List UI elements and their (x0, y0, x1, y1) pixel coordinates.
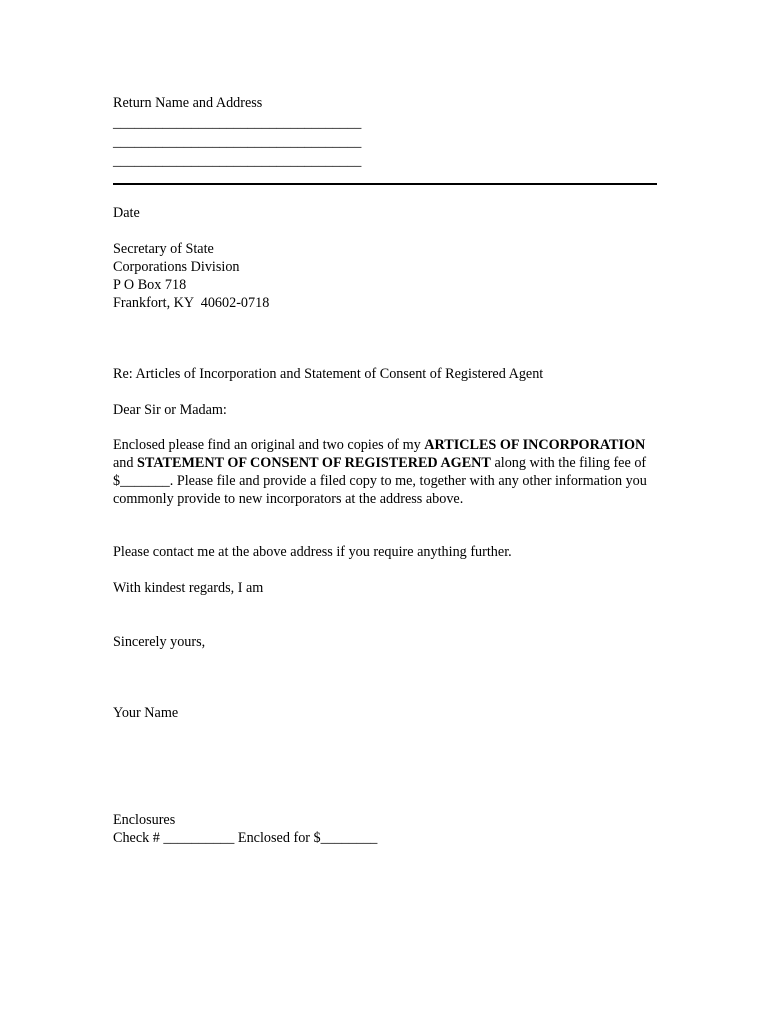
recipient-line-4: Frankfort, KY 40602-0718 (113, 295, 270, 311)
return-address-heading: Return Name and Address (113, 95, 263, 111)
signature-name: Your Name (113, 705, 179, 721)
body-paragraph-3: With kindest regards, I am (113, 580, 264, 596)
p1-bold-statement: STATEMENT OF CONSENT OF REGISTERED AGENT (137, 455, 491, 471)
re-line: Re: Articles of Incorporation and Statement of Consent of Registered Agent (113, 366, 544, 382)
body-paragraph-2: Please contact me at the above address if you require anything further. (113, 544, 512, 560)
p1-text-1: Enclosed please find an original and two copies of my (113, 437, 425, 453)
closing: Sincerely yours, (113, 634, 206, 650)
p1-text-2: and (113, 455, 138, 471)
body-paragraph-1 (113, 436, 661, 508)
p1-bold-articles: ARTICLES OF INCORPORATION (424, 437, 646, 453)
header-divider (113, 183, 657, 185)
return-address-line-1: ___________________________________ (113, 115, 362, 131)
enclosures-check-line: Check # __________ Enclosed for $________ (113, 830, 378, 846)
salutation: Dear Sir or Madam: (113, 402, 227, 418)
recipient-line-2: Corporations Division (113, 259, 240, 275)
enclosures-label: Enclosures (113, 812, 176, 828)
return-address-line-2: ___________________________________ (113, 134, 362, 150)
p1-text-3: along with the filing fee of $_______. Please file and provide a filed copy to me, together with any other information you commonly provide to new incorporators at the address above. (113, 455, 647, 507)
date-label: Date (113, 205, 140, 221)
recipient-line-1: Secretary of State (113, 241, 214, 257)
recipient-line-3: P O Box 718 (113, 277, 187, 293)
return-address-line-3: ___________________________________ (113, 153, 362, 169)
